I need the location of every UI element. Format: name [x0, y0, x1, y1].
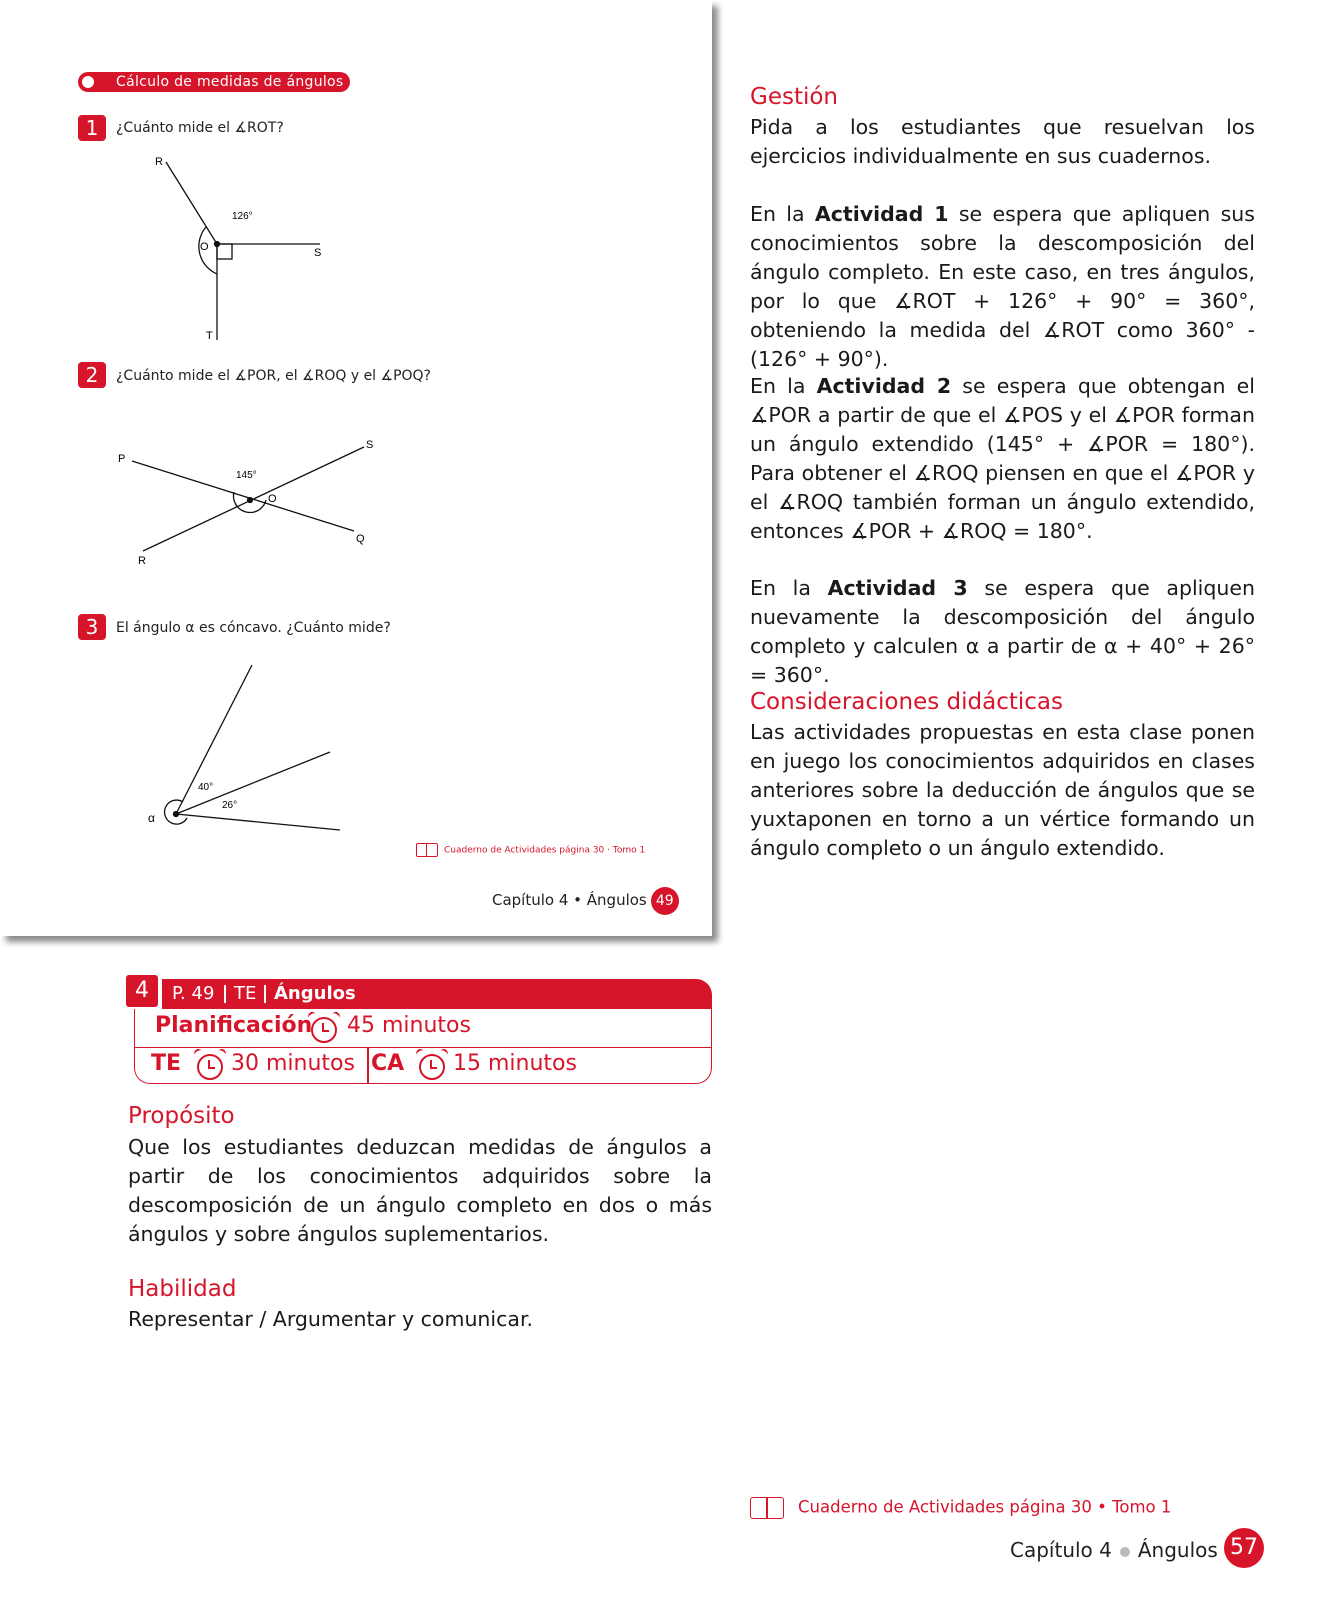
te-time: 30 minutos: [231, 1051, 355, 1076]
p2-pre: En la: [750, 202, 815, 226]
planificacion-label: Planificación: [155, 1013, 313, 1038]
question-1-text: ¿Cuánto mide el ∡ROT?: [116, 120, 284, 136]
actividad-3-bold: Actividad 3: [827, 576, 968, 600]
line-RS: [143, 447, 364, 551]
ray-OR: [166, 162, 217, 244]
label-R2: R: [138, 555, 146, 567]
right-angle-mark: [217, 244, 232, 259]
label-O: O: [200, 241, 209, 253]
header-divider-2: [264, 985, 266, 1003]
book-icon: [750, 1497, 784, 1519]
vertex-O: [215, 242, 220, 247]
label-S2: S: [366, 439, 374, 451]
planning-header: [162, 979, 712, 1009]
workbook-reference-text: Cuaderno de Actividades página 30 · Tomo 1: [444, 845, 646, 856]
label-R: R: [155, 156, 163, 168]
alarm-clock-icon: [311, 1017, 337, 1043]
alarm-clock-icon: [197, 1054, 223, 1080]
te-label: TE: [151, 1051, 182, 1076]
workbook-reference: [750, 1497, 1171, 1519]
question-1-number: 1: [78, 115, 106, 141]
figure-3: [165, 665, 340, 830]
vertex-alpha: [174, 812, 179, 817]
label-S: S: [314, 247, 322, 259]
footer-topic: Ángulos: [1137, 1538, 1218, 1562]
page-footer: [1010, 1535, 1258, 1562]
planning-column-divider: [367, 1047, 369, 1083]
question-3-number: 3: [78, 614, 106, 640]
vertex-O2: [248, 498, 253, 503]
planning-header-title: Ángulos: [274, 983, 356, 1004]
p4-pre: En la: [750, 576, 828, 600]
actividad-2-bold: Actividad 2: [816, 374, 952, 398]
label-26: 26°: [222, 800, 238, 811]
student-page-number: 49: [651, 887, 679, 915]
label-T: T: [206, 330, 213, 342]
habilidad-heading: Habilidad: [128, 1276, 237, 1302]
alarm-clock-icon: [419, 1054, 445, 1080]
label-alpha: α: [148, 811, 155, 825]
ca-time: 15 minutos: [453, 1051, 577, 1076]
planificacion-time: 45 minutos: [347, 1013, 471, 1038]
proposito-heading: Propósito: [128, 1103, 235, 1129]
label-Q: Q: [356, 533, 365, 545]
planning-header-page: P. 49: [172, 983, 215, 1004]
gestion-heading: Gestión: [750, 84, 839, 110]
question-2-number: 2: [78, 362, 106, 388]
question-figures: [0, 0, 712, 936]
planning-row-total: [135, 1009, 711, 1048]
ca-label: CA: [371, 1051, 405, 1076]
ray-1: [176, 665, 252, 814]
p3-post: se espera que obtengan el ∡POR a partir de que el ∡POS y el ∡POR forman un ángulo extendido (145° + ∡POR = 180°). Para obtener el ∡ROQ piensen en que el ∡POR y el ∡ROQ también forman un ángulo extendido, entonces ∡POR + ∡ROQ = 180°.: [750, 374, 1255, 543]
lesson-number: 4: [126, 975, 158, 1007]
workbook-reference-small: [416, 843, 645, 857]
student-page-thumbnail: [0, 0, 712, 936]
section-title: Cálculo de medidas de ángulos: [116, 74, 344, 90]
actividad-1-bold: Actividad 1: [814, 202, 949, 226]
question-3-text: El ángulo α es cóncavo. ¿Cuánto mide?: [116, 620, 391, 636]
planning-box: [126, 975, 712, 1085]
proposito-text: Que los estudiantes deduzcan medidas de ángulos a partir de los conocimientos adquiridos sobre la descomposición de un ángulo completo en dos o más ángulos y sobre ángulos suplementarios.: [128, 1135, 712, 1246]
page-number: 57: [1224, 1528, 1264, 1568]
label-P: P: [118, 453, 126, 465]
student-page-footer: [492, 887, 679, 915]
label-O2: O: [268, 493, 277, 505]
consideraciones-text: Las actividades propuestas en esta clase ponen en juego los conocimientos adquiridos en clases anteriores sobre la deducción de ángulos que se yuxtaponen en torno a un vértice formando un ángulo completo o un ángulo extendido.: [750, 720, 1255, 860]
gestion-paragraph-2: [750, 200, 1255, 374]
p2-post: se espera que apliquen sus conocimientos sobre la descomposición del ángulo completo. En este caso, en tres ángulos, por lo que ∡ROT + 126° + 90° = 360°, obteniendo la medida del ∡ROT como 360° - (126° + 90°).: [750, 202, 1255, 371]
label-126: 126°: [232, 211, 253, 222]
book-icon: [416, 843, 438, 857]
header-divider-1: [224, 985, 226, 1003]
p3-pre: En la: [750, 374, 817, 398]
planning-header-te: TE: [234, 983, 257, 1004]
footer-chapter: Capítulo 4: [1010, 1538, 1112, 1562]
question-2-text: ¿Cuánto mide el ∡POR, el ∡ROQ y el ∡POQ?: [116, 368, 431, 384]
p4-post: se espera que apliquen nuevamente la descomposición del ángulo completo y calculen α a partir de α + 40° + 26° = 360°.: [750, 576, 1255, 687]
planning-body: [134, 1009, 712, 1084]
habilidad-text: Representar / Argumentar y comunicar.: [128, 1307, 534, 1331]
ray-3: [176, 814, 340, 830]
label-145: 145°: [236, 470, 257, 481]
workbook-reference-text: Cuaderno de Actividades página 30 • Tomo 1: [798, 1497, 1172, 1517]
footer-dot: [1120, 1547, 1130, 1557]
figure-1: [166, 162, 320, 340]
label-40: 40°: [198, 782, 214, 793]
figure-2: [132, 447, 364, 551]
consideraciones-heading: Consideraciones didácticas: [750, 689, 1063, 715]
gestion-paragraph-3: [750, 372, 1255, 546]
gestion-paragraph-1: Pida a los estudiantes que resuelvan los ejercicios individualmente en sus cuadernos.: [750, 115, 1255, 168]
student-footer-text: Capítulo 4 • Ángulos: [492, 891, 647, 909]
gestion-paragraph-4: [750, 574, 1255, 690]
